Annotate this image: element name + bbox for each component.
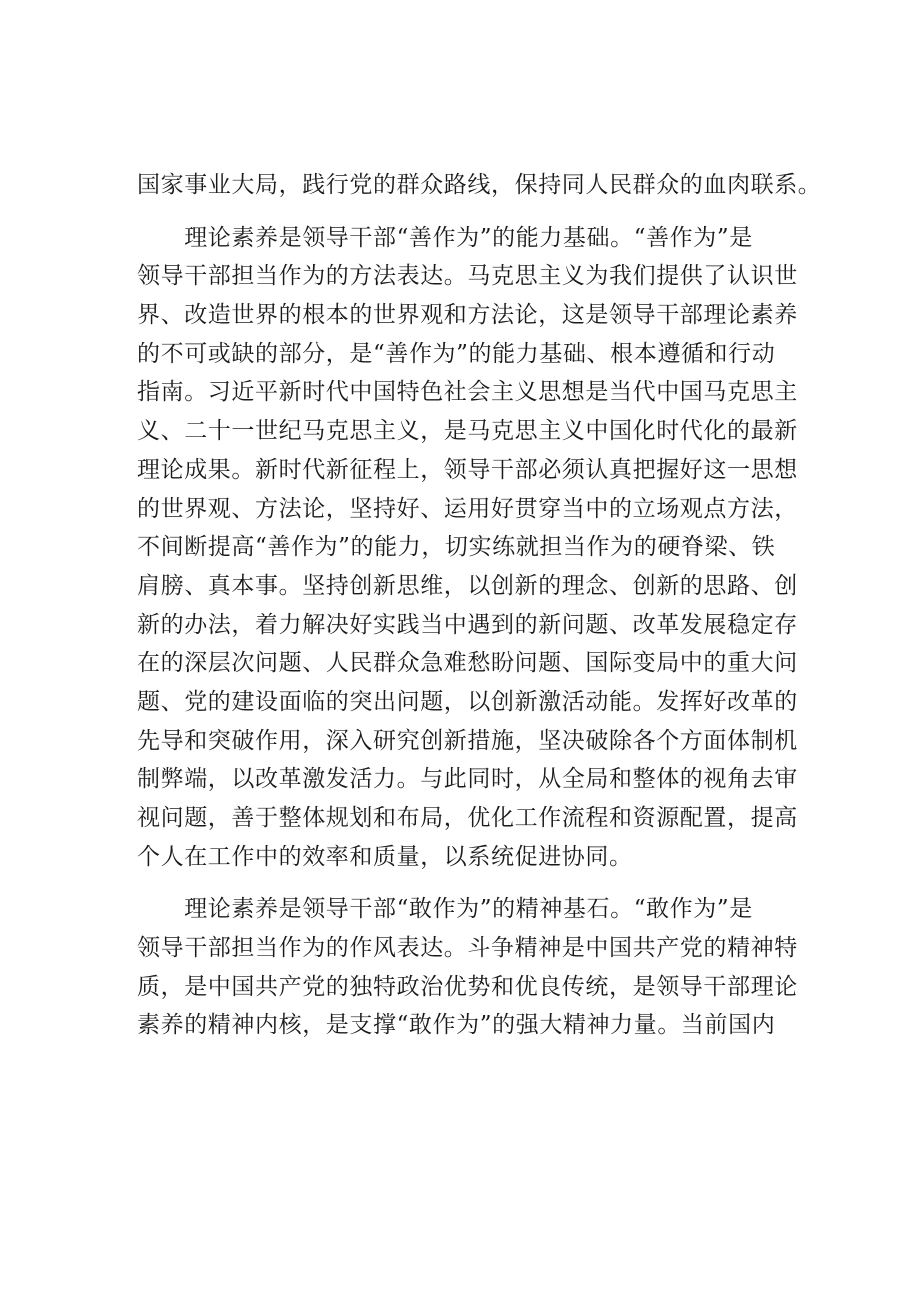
text-line: 题、党的建设面临的突出问题，以创新激活动能。发挥好改革的: [137, 688, 798, 715]
paragraph-spacing: [137, 876, 787, 890]
text-line: 制弊端，以改革激发活力。与此同时，从全局和整体的视角去审: [137, 766, 798, 793]
text-line: 的不可或缺的部分，是“善作为”的能力基础、根本遵循和行动: [137, 340, 776, 367]
text-line: 素养的精神内核，是支撑“敢作为”的强大精神力量。当前国内: [137, 1012, 776, 1039]
text-line: 肩膀、真本事。坚持创新思维，以创新的理念、创新的思路、创: [137, 572, 798, 599]
paragraph-spacing: [137, 205, 787, 219]
text-line: 个人在工作中的效率和质量，以系统促进协同。: [137, 843, 633, 870]
text-line: 理论素养是领导干部“敢作为”的精神基石。“敢作为”是: [137, 896, 753, 923]
text-line: 理论素养是领导干部“善作为”的能力基础。“善作为”是: [137, 224, 753, 251]
text-line: 国家事业大局，践行党的群众路线，保持同人民群众的血肉联系。: [137, 172, 822, 198]
text-line: 理论成果。新时代新征程上，领导干部必须认真把握好这一思想: [137, 456, 798, 483]
text-line: 先导和突破作用，深入研究创新措施，坚决破除各个方面体制机: [137, 727, 798, 754]
text-line: 视问题，善于整体规划和布局，优化工作流程和资源配置，提高: [137, 805, 798, 831]
text-line: 领导干部担当作为的方法表达。马克思主义为我们提供了认识世: [137, 263, 798, 290]
text-line: 界、改造世界的根本的世界观和方法论，这是领导干部理论素养: [137, 302, 798, 329]
text-line: 义、二十一世纪马克思主义，是马克思主义中国化时代化的最新: [137, 418, 798, 445]
text-line: 的世界观、方法论，坚持好、运用好贯穿当中的立场观点方法，: [137, 495, 798, 522]
text-line: 质，是中国共产党的独特政治优势和优良传统，是领导干部理论: [137, 973, 798, 1000]
text-line: 不间断提高“善作为”的能力，切实练就担当作为的硬脊梁、铁: [137, 534, 776, 561]
text-line: 指南。习近平新时代中国特色社会主义思想是当代中国马克思主: [137, 379, 798, 406]
paragraph-1: [137, 166, 822, 205]
text-line: 新的办法，着力解决好实践当中遇到的新问题、改革发展稳定存: [137, 611, 798, 638]
text-line: 领导干部担当作为的作风表达。斗争精神是中国共产党的精神特: [137, 935, 798, 962]
paragraph-3: [137, 890, 798, 1045]
paragraph-2: [137, 219, 798, 877]
text-line: 在的深层次问题、人民群众急难愁盼问题、国际变局中的重大问: [137, 650, 798, 677]
body-text: [137, 166, 822, 1045]
